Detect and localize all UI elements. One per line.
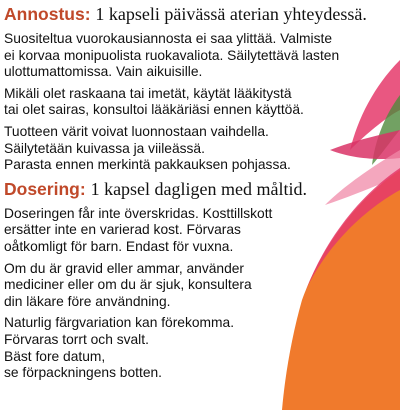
dose-heading-se	[4, 179, 396, 200]
paragraph-se-1: Doseringen får inte överskridas. Kosttillskott ersätter inte en varierad kost. Förvaras oåtkomligt för barn. Endast för vuxna.	[4, 205, 273, 254]
paragraph-fi-3: Tuotteen värit voivat luonnostaan vaihdella. Säilytetään kuivassa ja viileässä. Parasta ennen merkintä pakkauksen pohjassa.	[4, 123, 291, 173]
dose-value-se: 1 kapsel dagligen med måltid.	[90, 178, 308, 199]
dose-heading-fi	[4, 4, 396, 25]
paragraph-se-3: Naturlig färgvariation kan förekomma. Förvaras torrt och svalt. Bäst fore datum, se förpackningens botten.	[4, 315, 235, 381]
paragraph-fi-2: Mikäli olet raskaana tai imetät, käytät lääkitystä tai olet sairas, konsultoi lääkäriäsi ennen käyttöä.	[4, 85, 304, 118]
paragraph-fi-1: Suositeltua vuorokausiannosta ei saa ylittää. Valmiste ei korvaa monipuolista ruokavaliota. Säilytettävä lasten ulottumattomissa. Vain aikuisille.	[4, 31, 340, 80]
paragraph-se-2: Om du är gravid eller ammar, använder mediciner eller om du är sjuk, konsultera din läkare före användning.	[4, 260, 252, 309]
dose-key-fi: Annostus:	[4, 4, 91, 24]
label-text	[4, 4, 396, 387]
dose-key-se: Dosering:	[4, 178, 86, 199]
dose-value-fi: 1 kapseli päivässä aterian yhteydessä.	[95, 4, 367, 24]
